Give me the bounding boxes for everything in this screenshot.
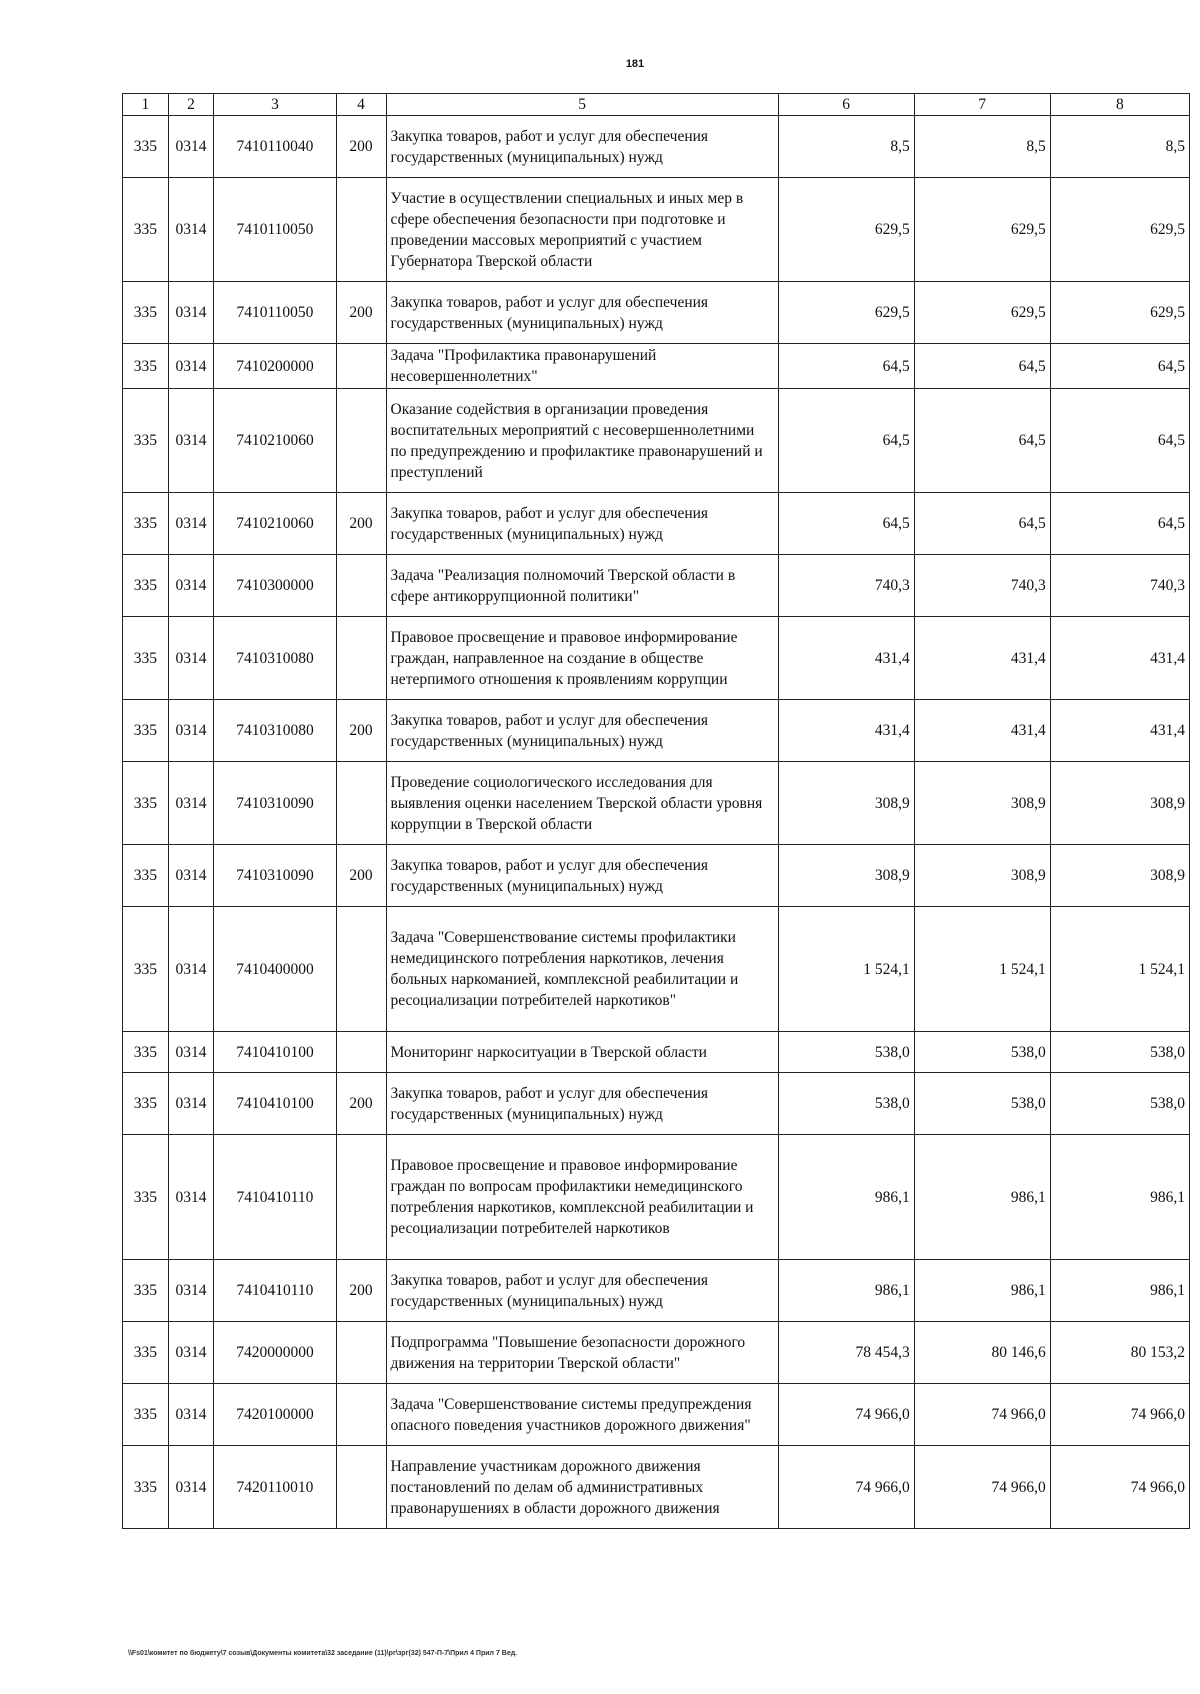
row-ga-code: 335 — [123, 344, 169, 389]
row-ga-code: 335 — [123, 389, 169, 493]
row-target-article: 7410200000 — [214, 344, 336, 389]
page-number: 181 — [625, 58, 645, 70]
table-row — [123, 493, 1190, 555]
row-name: Правовое просвещение и правовое информирование граждан по вопросам профилактики немедицинского потребления наркотиков, комплексной реабилитации и ресоциализации потребителей наркотиков — [386, 1135, 778, 1260]
table-row — [123, 389, 1190, 493]
row-target-article: 7410110050 — [214, 282, 336, 344]
footer-file-path: \\Fs01\комитет по бюджету\7 созыв\Документы комитета\32 заседание (11)\рг\зрг(32) 547-П-7\Прил 4 Прил 7 Вед. — [128, 1650, 518, 1657]
table-row — [123, 845, 1190, 907]
row-ga-code: 335 — [123, 116, 169, 178]
row-expense-type — [336, 1384, 386, 1446]
row-name: Закупка товаров, работ и услуг для обеспечения государственных (муниципальных) нужд — [386, 1073, 778, 1135]
row-amount-year3: 538,0 — [1050, 1032, 1189, 1073]
row-section-code: 0314 — [168, 617, 214, 700]
table-row — [123, 617, 1190, 700]
row-amount-year3: 64,5 — [1050, 493, 1189, 555]
row-amount-year1: 74 966,0 — [778, 1446, 914, 1529]
row-target-article: 7410310090 — [214, 762, 336, 845]
row-amount-year2: 80 146,6 — [914, 1322, 1050, 1384]
row-expense-type: 200 — [336, 845, 386, 907]
row-name: Закупка товаров, работ и услуг для обеспечения государственных (муниципальных) нужд — [386, 116, 778, 178]
row-target-article: 7410210060 — [214, 493, 336, 555]
row-section-code: 0314 — [168, 1446, 214, 1529]
row-amount-year3: 431,4 — [1050, 700, 1189, 762]
row-amount-year1: 986,1 — [778, 1135, 914, 1260]
row-name: Задача "Совершенствование системы предупреждения опасного поведения участников дорожного движения" — [386, 1384, 778, 1446]
row-name: Задача "Реализация полномочий Тверской области в сфере антикоррупционной политики" — [386, 555, 778, 617]
row-amount-year2: 64,5 — [914, 493, 1050, 555]
row-target-article: 7420110010 — [214, 1446, 336, 1529]
header-cell: 7 — [914, 94, 1050, 116]
row-name: Закупка товаров, работ и услуг для обеспечения государственных (муниципальных) нужд — [386, 493, 778, 555]
row-expense-type — [336, 1135, 386, 1260]
row-ga-code: 335 — [123, 907, 169, 1032]
row-amount-year2: 629,5 — [914, 178, 1050, 282]
row-amount-year1: 629,5 — [778, 282, 914, 344]
budget-table — [122, 93, 1190, 1529]
row-amount-year3: 629,5 — [1050, 282, 1189, 344]
row-section-code: 0314 — [168, 1322, 214, 1384]
row-name: Задача "Совершенствование системы профилактики немедицинского потребления наркотиков, лечения больных наркоманией, комплексной реабилитации и ресоциализации потребителей наркотиков" — [386, 907, 778, 1032]
row-expense-type — [336, 617, 386, 700]
row-amount-year1: 431,4 — [778, 700, 914, 762]
table-row — [123, 1384, 1190, 1446]
row-amount-year1: 8,5 — [778, 116, 914, 178]
row-amount-year2: 431,4 — [914, 617, 1050, 700]
table-row — [123, 1260, 1190, 1322]
row-expense-type — [336, 389, 386, 493]
row-amount-year3: 308,9 — [1050, 762, 1189, 845]
row-amount-year1: 986,1 — [778, 1260, 914, 1322]
table-row — [123, 344, 1190, 389]
row-amount-year3: 308,9 — [1050, 845, 1189, 907]
header-cell: 4 — [336, 94, 386, 116]
row-target-article: 7410410100 — [214, 1032, 336, 1073]
row-amount-year2: 629,5 — [914, 282, 1050, 344]
row-ga-code: 335 — [123, 1260, 169, 1322]
row-target-article: 7410300000 — [214, 555, 336, 617]
row-amount-year2: 986,1 — [914, 1135, 1050, 1260]
row-name: Задача "Профилактика правонарушений несовершеннолетних" — [386, 344, 778, 389]
row-ga-code: 335 — [123, 617, 169, 700]
row-amount-year1: 740,3 — [778, 555, 914, 617]
row-name: Направление участникам дорожного движения постановлений по делам об административных правонарушениях в области дорожного движения — [386, 1446, 778, 1529]
table-row — [123, 762, 1190, 845]
row-name: Оказание содействия в организации проведения воспитательных мероприятий с несовершеннолетними по предупреждению и профилактике правонарушений и преступлений — [386, 389, 778, 493]
row-amount-year3: 8,5 — [1050, 116, 1189, 178]
row-target-article: 7420100000 — [214, 1384, 336, 1446]
row-amount-year2: 740,3 — [914, 555, 1050, 617]
row-section-code: 0314 — [168, 178, 214, 282]
table-row — [123, 282, 1190, 344]
row-amount-year1: 74 966,0 — [778, 1384, 914, 1446]
row-amount-year2: 64,5 — [914, 389, 1050, 493]
row-ga-code: 335 — [123, 1446, 169, 1529]
row-ga-code: 335 — [123, 282, 169, 344]
row-section-code: 0314 — [168, 493, 214, 555]
row-name: Проведение социологического исследования для выявления оценки населением Тверской области уровня коррупции в Тверской области — [386, 762, 778, 845]
row-amount-year1: 431,4 — [778, 617, 914, 700]
header-cell: 6 — [778, 94, 914, 116]
table-row — [123, 1073, 1190, 1135]
row-target-article: 7410110050 — [214, 178, 336, 282]
row-name: Закупка товаров, работ и услуг для обеспечения государственных (муниципальных) нужд — [386, 1260, 778, 1322]
row-section-code: 0314 — [168, 700, 214, 762]
row-amount-year1: 78 454,3 — [778, 1322, 914, 1384]
row-section-code: 0314 — [168, 555, 214, 617]
row-name: Правовое просвещение и правовое информирование граждан, направленное на создание в обществе нетерпимого отношения к проявлениям коррупции — [386, 617, 778, 700]
row-name: Подпрограмма "Повышение безопасности дорожного движения на территории Тверской области" — [386, 1322, 778, 1384]
row-ga-code: 335 — [123, 178, 169, 282]
row-ga-code: 335 — [123, 493, 169, 555]
row-target-article: 7410410100 — [214, 1073, 336, 1135]
row-expense-type — [336, 178, 386, 282]
row-amount-year1: 1 524,1 — [778, 907, 914, 1032]
header-cell: 3 — [214, 94, 336, 116]
row-expense-type: 200 — [336, 1073, 386, 1135]
row-amount-year2: 308,9 — [914, 762, 1050, 845]
row-expense-type — [336, 1446, 386, 1529]
row-ga-code: 335 — [123, 1032, 169, 1073]
row-amount-year2: 1 524,1 — [914, 907, 1050, 1032]
table-row — [123, 1032, 1190, 1073]
row-section-code: 0314 — [168, 907, 214, 1032]
row-section-code: 0314 — [168, 344, 214, 389]
row-target-article: 7410310080 — [214, 700, 336, 762]
row-expense-type — [336, 907, 386, 1032]
row-amount-year2: 74 966,0 — [914, 1446, 1050, 1529]
row-ga-code: 335 — [123, 1322, 169, 1384]
table-row — [123, 178, 1190, 282]
row-section-code: 0314 — [168, 762, 214, 845]
row-ga-code: 335 — [123, 1073, 169, 1135]
row-expense-type: 200 — [336, 700, 386, 762]
row-amount-year3: 740,3 — [1050, 555, 1189, 617]
row-amount-year3: 431,4 — [1050, 617, 1189, 700]
header-cell: 1 — [123, 94, 169, 116]
row-amount-year3: 986,1 — [1050, 1135, 1189, 1260]
row-section-code: 0314 — [168, 1135, 214, 1260]
header-cell: 2 — [168, 94, 214, 116]
row-expense-type: 200 — [336, 493, 386, 555]
row-section-code: 0314 — [168, 282, 214, 344]
row-amount-year2: 64,5 — [914, 344, 1050, 389]
row-section-code: 0314 — [168, 1384, 214, 1446]
row-amount-year2: 986,1 — [914, 1260, 1050, 1322]
row-target-article: 7410410110 — [214, 1260, 336, 1322]
row-section-code: 0314 — [168, 389, 214, 493]
table-row — [123, 1322, 1190, 1384]
row-expense-type — [336, 762, 386, 845]
row-target-article: 7410210060 — [214, 389, 336, 493]
row-expense-type — [336, 555, 386, 617]
row-amount-year1: 538,0 — [778, 1073, 914, 1135]
row-name: Закупка товаров, работ и услуг для обеспечения государственных (муниципальных) нужд — [386, 282, 778, 344]
table-row — [123, 555, 1190, 617]
row-amount-year1: 538,0 — [778, 1032, 914, 1073]
row-amount-year3: 74 966,0 — [1050, 1446, 1189, 1529]
row-amount-year1: 64,5 — [778, 493, 914, 555]
row-expense-type — [336, 1322, 386, 1384]
header-cell: 5 — [386, 94, 778, 116]
row-amount-year1: 308,9 — [778, 762, 914, 845]
table-body — [123, 116, 1190, 1529]
row-expense-type: 200 — [336, 282, 386, 344]
row-ga-code: 335 — [123, 845, 169, 907]
row-ga-code: 335 — [123, 555, 169, 617]
row-name: Закупка товаров, работ и услуг для обеспечения государственных (муниципальных) нужд — [386, 845, 778, 907]
row-target-article: 7410400000 — [214, 907, 336, 1032]
row-expense-type — [336, 344, 386, 389]
row-amount-year3: 80 153,2 — [1050, 1322, 1189, 1384]
row-amount-year3: 629,5 — [1050, 178, 1189, 282]
row-section-code: 0314 — [168, 845, 214, 907]
row-ga-code: 335 — [123, 700, 169, 762]
row-amount-year2: 538,0 — [914, 1073, 1050, 1135]
row-ga-code: 335 — [123, 1384, 169, 1446]
row-amount-year2: 74 966,0 — [914, 1384, 1050, 1446]
row-expense-type: 200 — [336, 1260, 386, 1322]
row-ga-code: 335 — [123, 762, 169, 845]
row-name: Участие в осуществлении специальных и иных мер в сфере обеспечения безопасности при подготовке и проведении массовых мероприятий с участием Губернатора Тверской области — [386, 178, 778, 282]
header-row — [123, 94, 1190, 116]
row-amount-year2: 8,5 — [914, 116, 1050, 178]
row-amount-year3: 538,0 — [1050, 1073, 1189, 1135]
table-row — [123, 907, 1190, 1032]
row-expense-type — [336, 1032, 386, 1073]
row-expense-type: 200 — [336, 116, 386, 178]
row-section-code: 0314 — [168, 1260, 214, 1322]
header-cell: 8 — [1050, 94, 1189, 116]
row-target-article: 7410110040 — [214, 116, 336, 178]
row-amount-year1: 64,5 — [778, 344, 914, 389]
row-amount-year3: 64,5 — [1050, 344, 1189, 389]
row-ga-code: 335 — [123, 1135, 169, 1260]
row-amount-year2: 538,0 — [914, 1032, 1050, 1073]
table-row — [123, 1446, 1190, 1529]
row-amount-year1: 308,9 — [778, 845, 914, 907]
row-amount-year1: 64,5 — [778, 389, 914, 493]
row-section-code: 0314 — [168, 1073, 214, 1135]
row-section-code: 0314 — [168, 1032, 214, 1073]
row-amount-year1: 629,5 — [778, 178, 914, 282]
row-amount-year3: 74 966,0 — [1050, 1384, 1189, 1446]
table-row — [123, 116, 1190, 178]
row-name: Мониторинг наркоситуации в Тверской области — [386, 1032, 778, 1073]
table-row — [123, 1135, 1190, 1260]
row-target-article: 7420000000 — [214, 1322, 336, 1384]
row-target-article: 7410310080 — [214, 617, 336, 700]
row-amount-year3: 64,5 — [1050, 389, 1189, 493]
row-name: Закупка товаров, работ и услуг для обеспечения государственных (муниципальных) нужд — [386, 700, 778, 762]
row-amount-year2: 431,4 — [914, 700, 1050, 762]
row-amount-year3: 986,1 — [1050, 1260, 1189, 1322]
row-amount-year2: 308,9 — [914, 845, 1050, 907]
row-target-article: 7410310090 — [214, 845, 336, 907]
row-target-article: 7410410110 — [214, 1135, 336, 1260]
table-row — [123, 700, 1190, 762]
row-section-code: 0314 — [168, 116, 214, 178]
row-amount-year3: 1 524,1 — [1050, 907, 1189, 1032]
